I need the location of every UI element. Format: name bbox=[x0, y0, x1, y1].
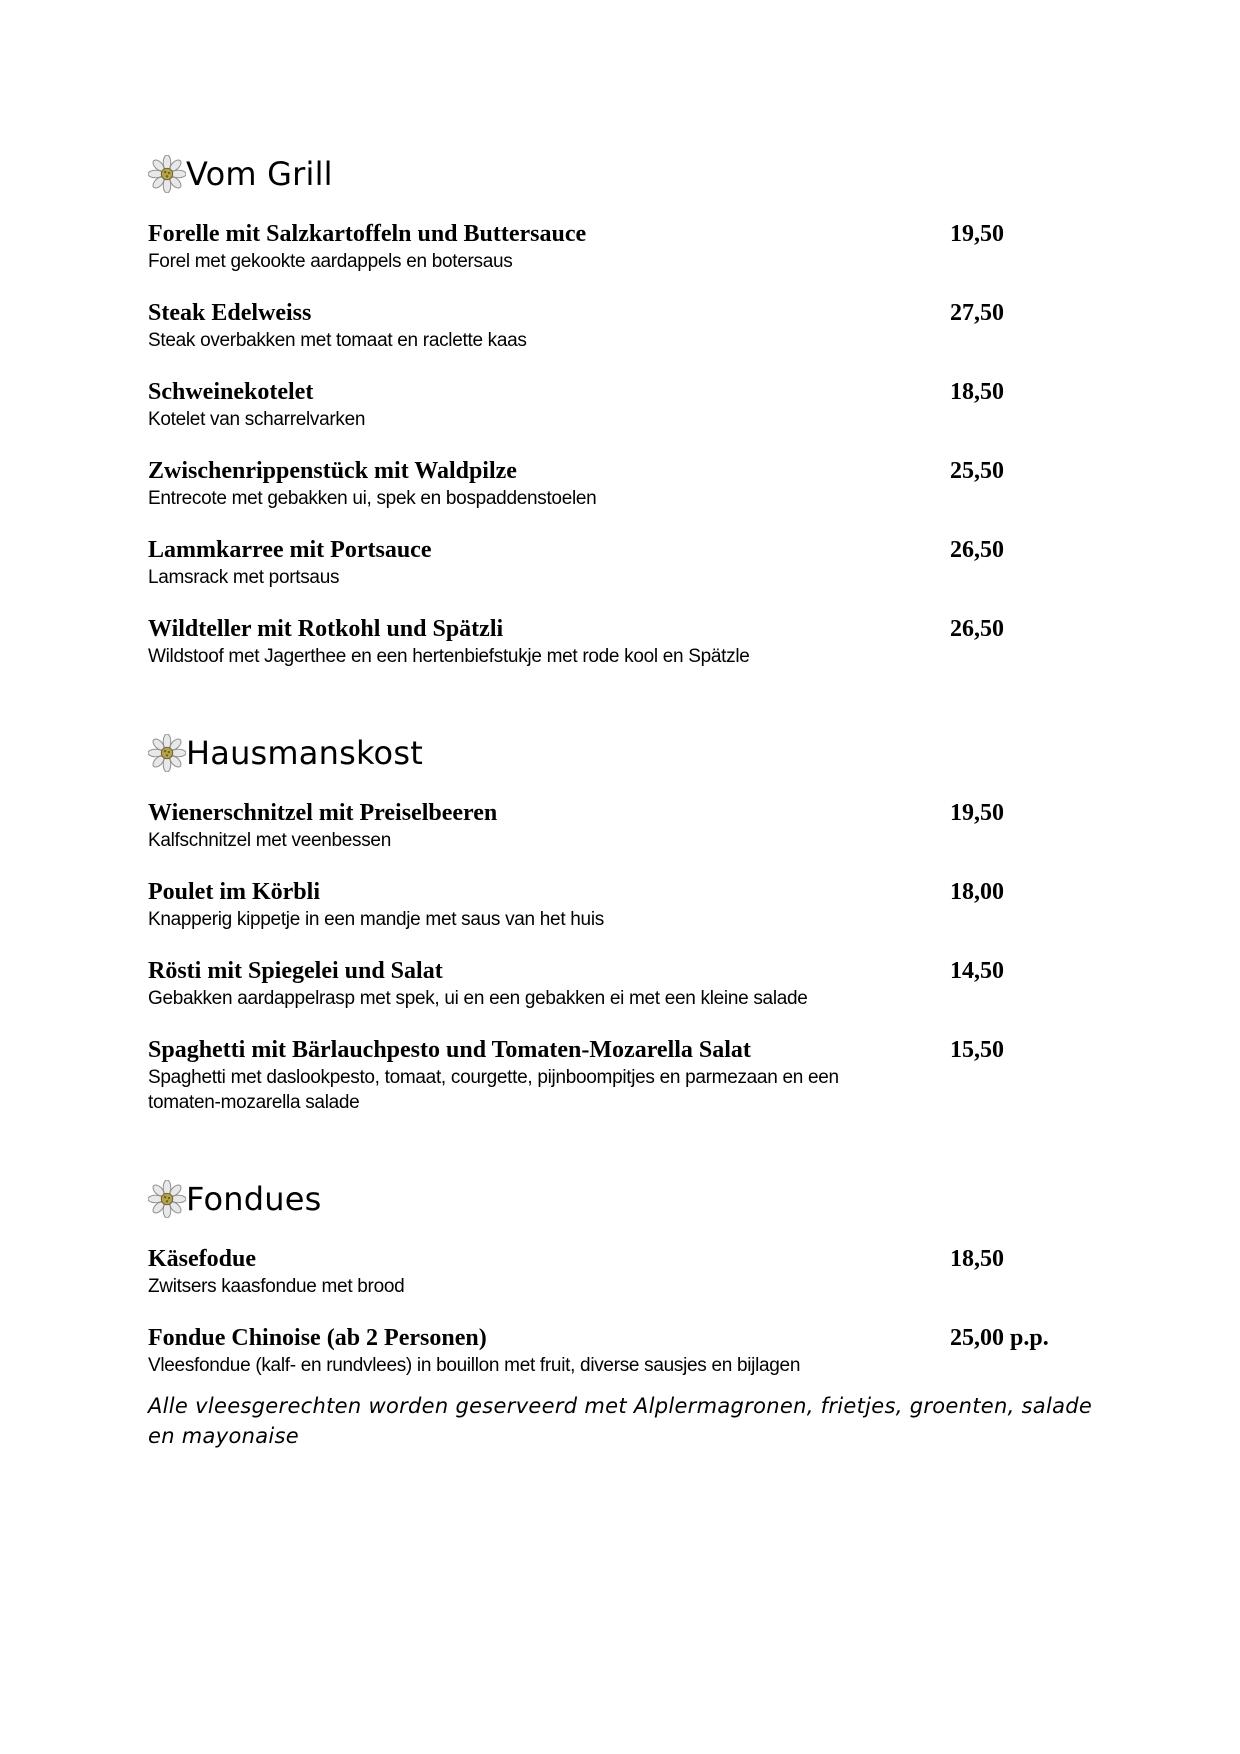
item-description: Knapperig kippetje in een mandje met saus van het huis bbox=[148, 909, 604, 930]
item-name: Wienerschnitzel mit Preiselbeeren bbox=[148, 800, 498, 826]
menu-page bbox=[148, 148, 1098, 1509]
section-header bbox=[148, 148, 1098, 200]
edelweiss-icon bbox=[148, 734, 186, 772]
item-name: Wildteller mit Rotkohl und Spätzli bbox=[148, 616, 504, 642]
section-title: Hausmanskost bbox=[186, 734, 423, 772]
item-description: Spaghetti met daslookpesto, tomaat, courgette, pijnboompitjes en parmezaan en een tomaten-mozarella salade bbox=[148, 1067, 839, 1113]
item-price: 14,50 bbox=[950, 958, 1004, 984]
item-description: Gebakken aardappelrasp met spek, ui en een gebakken ei met een kleine salade bbox=[148, 988, 808, 1009]
item-price: 27,50 bbox=[950, 300, 1004, 326]
item-description: Entrecote met gebakken ui, spek en bospaddenstoelen bbox=[148, 488, 597, 509]
item-name: Fondue Chinoise (ab 2 Personen) bbox=[148, 1325, 487, 1351]
menu-item bbox=[148, 220, 1098, 274]
footnote: Alle vleesgerechten worden geserveerd met Alplermagronen, frietjes, groenten, salade en mayonaise bbox=[148, 1394, 1093, 1448]
section-title: Vom Grill bbox=[186, 155, 333, 193]
section-hausmanskost bbox=[148, 727, 1098, 1115]
section-vom-grill bbox=[148, 148, 1098, 669]
item-description: Zwitsers kaasfondue met brood bbox=[148, 1276, 405, 1297]
menu-item bbox=[148, 299, 1098, 353]
item-name: Steak Edelweiss bbox=[148, 300, 312, 326]
section-fondues bbox=[148, 1173, 1098, 1451]
menu-item bbox=[148, 536, 1098, 590]
item-price: 18,00 bbox=[950, 879, 1004, 905]
section-header bbox=[148, 1173, 1098, 1225]
menu-item bbox=[148, 957, 1098, 1011]
item-description: Steak overbakken met tomaat en raclette kaas bbox=[148, 330, 527, 351]
section-header bbox=[148, 727, 1098, 779]
item-name: Poulet im Körbli bbox=[148, 879, 320, 905]
item-price: 25,00 p.p. bbox=[950, 1325, 1049, 1351]
item-price: 15,50 bbox=[950, 1037, 1004, 1063]
item-description: Lamsrack met portsaus bbox=[148, 567, 340, 588]
item-description: Vleesfondue (kalf- en rundvlees) in bouillon met fruit, diverse sausjes en bijlagen bbox=[148, 1355, 801, 1376]
item-price: 18,50 bbox=[950, 379, 1004, 405]
item-description: Kalfschnitzel met veenbessen bbox=[148, 830, 391, 851]
section-title: Fondues bbox=[186, 1180, 322, 1218]
item-price: 19,50 bbox=[950, 800, 1004, 826]
item-price: 26,50 bbox=[950, 537, 1004, 563]
menu-item bbox=[148, 615, 1098, 669]
item-description: Forel met gekookte aardappels en botersaus bbox=[148, 251, 513, 272]
menu-item bbox=[148, 1324, 1098, 1378]
item-name: Forelle mit Salzkartoffeln und Buttersauce bbox=[148, 221, 587, 247]
item-description: Kotelet van scharrelvarken bbox=[148, 409, 366, 430]
item-price: 25,50 bbox=[950, 458, 1004, 484]
edelweiss-icon bbox=[148, 155, 186, 193]
item-name: Zwischenrippenstück mit Waldpilze bbox=[148, 458, 517, 484]
item-description: Wildstoof met Jagerthee en een hertenbiefstukje met rode kool en Spätzle bbox=[148, 646, 750, 667]
menu-item bbox=[148, 457, 1098, 511]
edelweiss-icon bbox=[148, 1180, 186, 1218]
item-price: 19,50 bbox=[950, 221, 1004, 247]
menu-item bbox=[148, 878, 1098, 932]
item-name: Rösti mit Spiegelei und Salat bbox=[148, 958, 443, 984]
menu-item bbox=[148, 378, 1098, 432]
item-name: Schweinekotelet bbox=[148, 379, 314, 405]
item-price: 26,50 bbox=[950, 616, 1004, 642]
item-price: 18,50 bbox=[950, 1246, 1004, 1272]
item-name: Spaghetti mit Bärlauchpesto und Tomaten-Mozarella Salat bbox=[148, 1037, 751, 1063]
menu-item bbox=[148, 1245, 1098, 1299]
item-name: Lammkarree mit Portsauce bbox=[148, 537, 432, 563]
menu-item bbox=[148, 799, 1098, 853]
menu-item bbox=[148, 1036, 1098, 1115]
item-name: Käsefodue bbox=[148, 1246, 256, 1272]
